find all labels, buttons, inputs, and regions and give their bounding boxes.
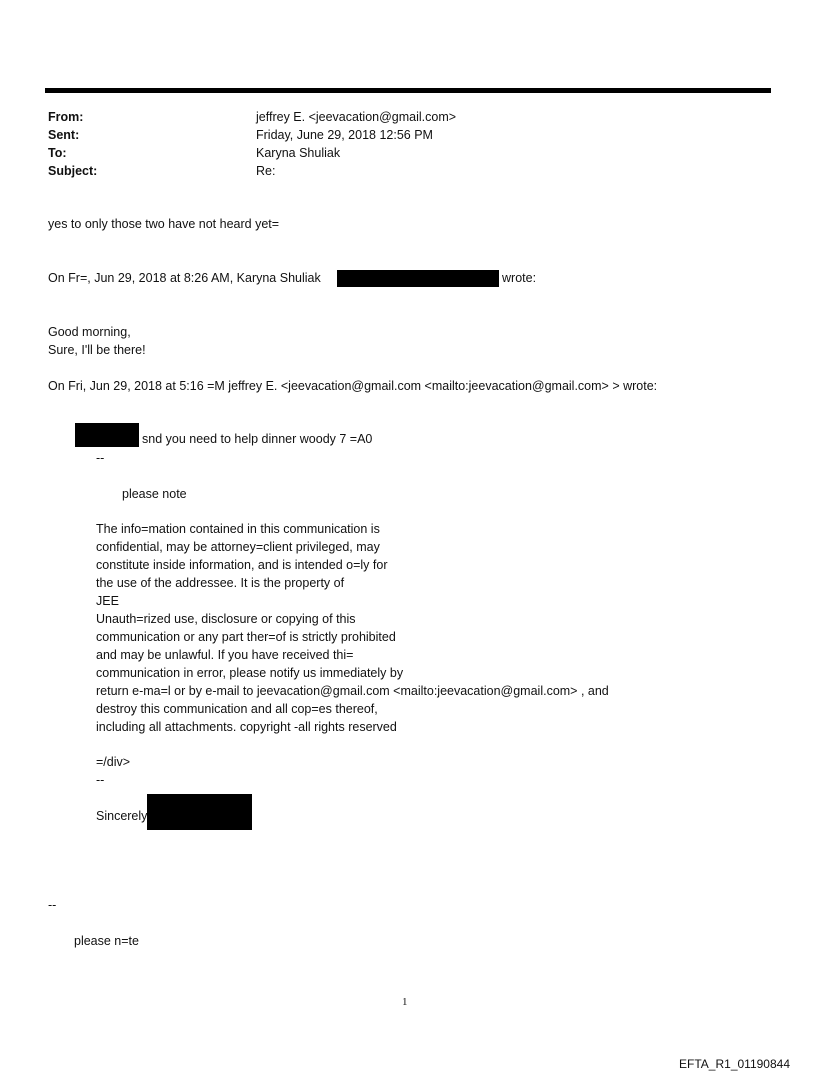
sincerely: Sincerely — [96, 809, 148, 823]
sure-line: Sure, I'll be there! — [48, 343, 146, 357]
sig-dash-3: -- — [48, 898, 57, 912]
dinner-line: snd you need to help dinner woody 7 =A0 — [142, 432, 373, 446]
div-close: =/div> — [96, 755, 131, 769]
greeting: Good morning, — [48, 325, 131, 339]
sig-dash-2: -- — [96, 773, 105, 787]
quote2-line: On Fri, Jun 29, 2018 at 5:16 =M jeffrey E. <jeevacation@gmail.com <mailto:jeevacation@gmail.com> > wrote: — [48, 379, 658, 393]
disclaimer-line: communication in error, please notify us immediately by — [96, 666, 404, 680]
disclaimer-line: JEE — [96, 594, 119, 608]
disclaimer-line: communication or any part ther=of is strictly prohibited — [96, 630, 396, 644]
disclaimer-line: destroy this communication and all cop=es thereof, — [96, 702, 378, 716]
from-label: From: — [48, 110, 84, 124]
disclaimer-line: confidential, may be attorney=client privileged, may — [96, 540, 380, 554]
please-note: please note — [122, 487, 187, 501]
disclaimer-line: the use of the addressee. It is the property of — [96, 576, 345, 590]
sent-label: Sent: — [48, 128, 80, 142]
quote1-prefix: On Fr=, Jun 29, 2018 at 8:26 AM, Karyna Shuliak — [48, 271, 321, 285]
please-note-2: please n=te — [74, 934, 139, 948]
sent-value: Friday, June 29, 2018 12:56 PM — [256, 128, 433, 142]
disclaimer-line: The info=mation contained in this communication is — [96, 522, 380, 536]
to-value: Karyna Shuliak — [256, 146, 341, 160]
disclaimer-line: including all attachments. copyright -all rights reserved — [96, 720, 397, 734]
reply-line: yes to only those two have not heard yet= — [48, 217, 280, 231]
sig-dash-1: -- — [96, 451, 105, 465]
quote1-suffix: wrote: — [502, 271, 537, 285]
redaction-email — [337, 270, 499, 287]
redaction-name — [75, 423, 139, 447]
from-value: jeffrey E. <jeevacation@gmail.com> — [256, 110, 457, 124]
disclaimer-line: and may be unlawful. If you have received thi= — [96, 648, 354, 662]
disclaimer-line: Unauth=rized use, disclosure or copying of this — [96, 612, 356, 626]
subject-value: Re: — [256, 164, 276, 178]
page-number: 1 — [402, 996, 408, 1008]
subject-label: Subject: — [48, 164, 98, 178]
disclaimer-line: constitute inside information, and is intended o=ly for — [96, 558, 388, 572]
header-rule — [45, 88, 771, 93]
disclaimer-line: return e-ma=l or by e-mail to jeevacation@gmail.com <mailto:jeevacation@gmail.com> , and — [96, 684, 609, 698]
redaction-signature — [147, 794, 252, 830]
document-id: EFTA_R1_01190844 — [679, 1057, 790, 1071]
to-label: To: — [48, 146, 67, 160]
